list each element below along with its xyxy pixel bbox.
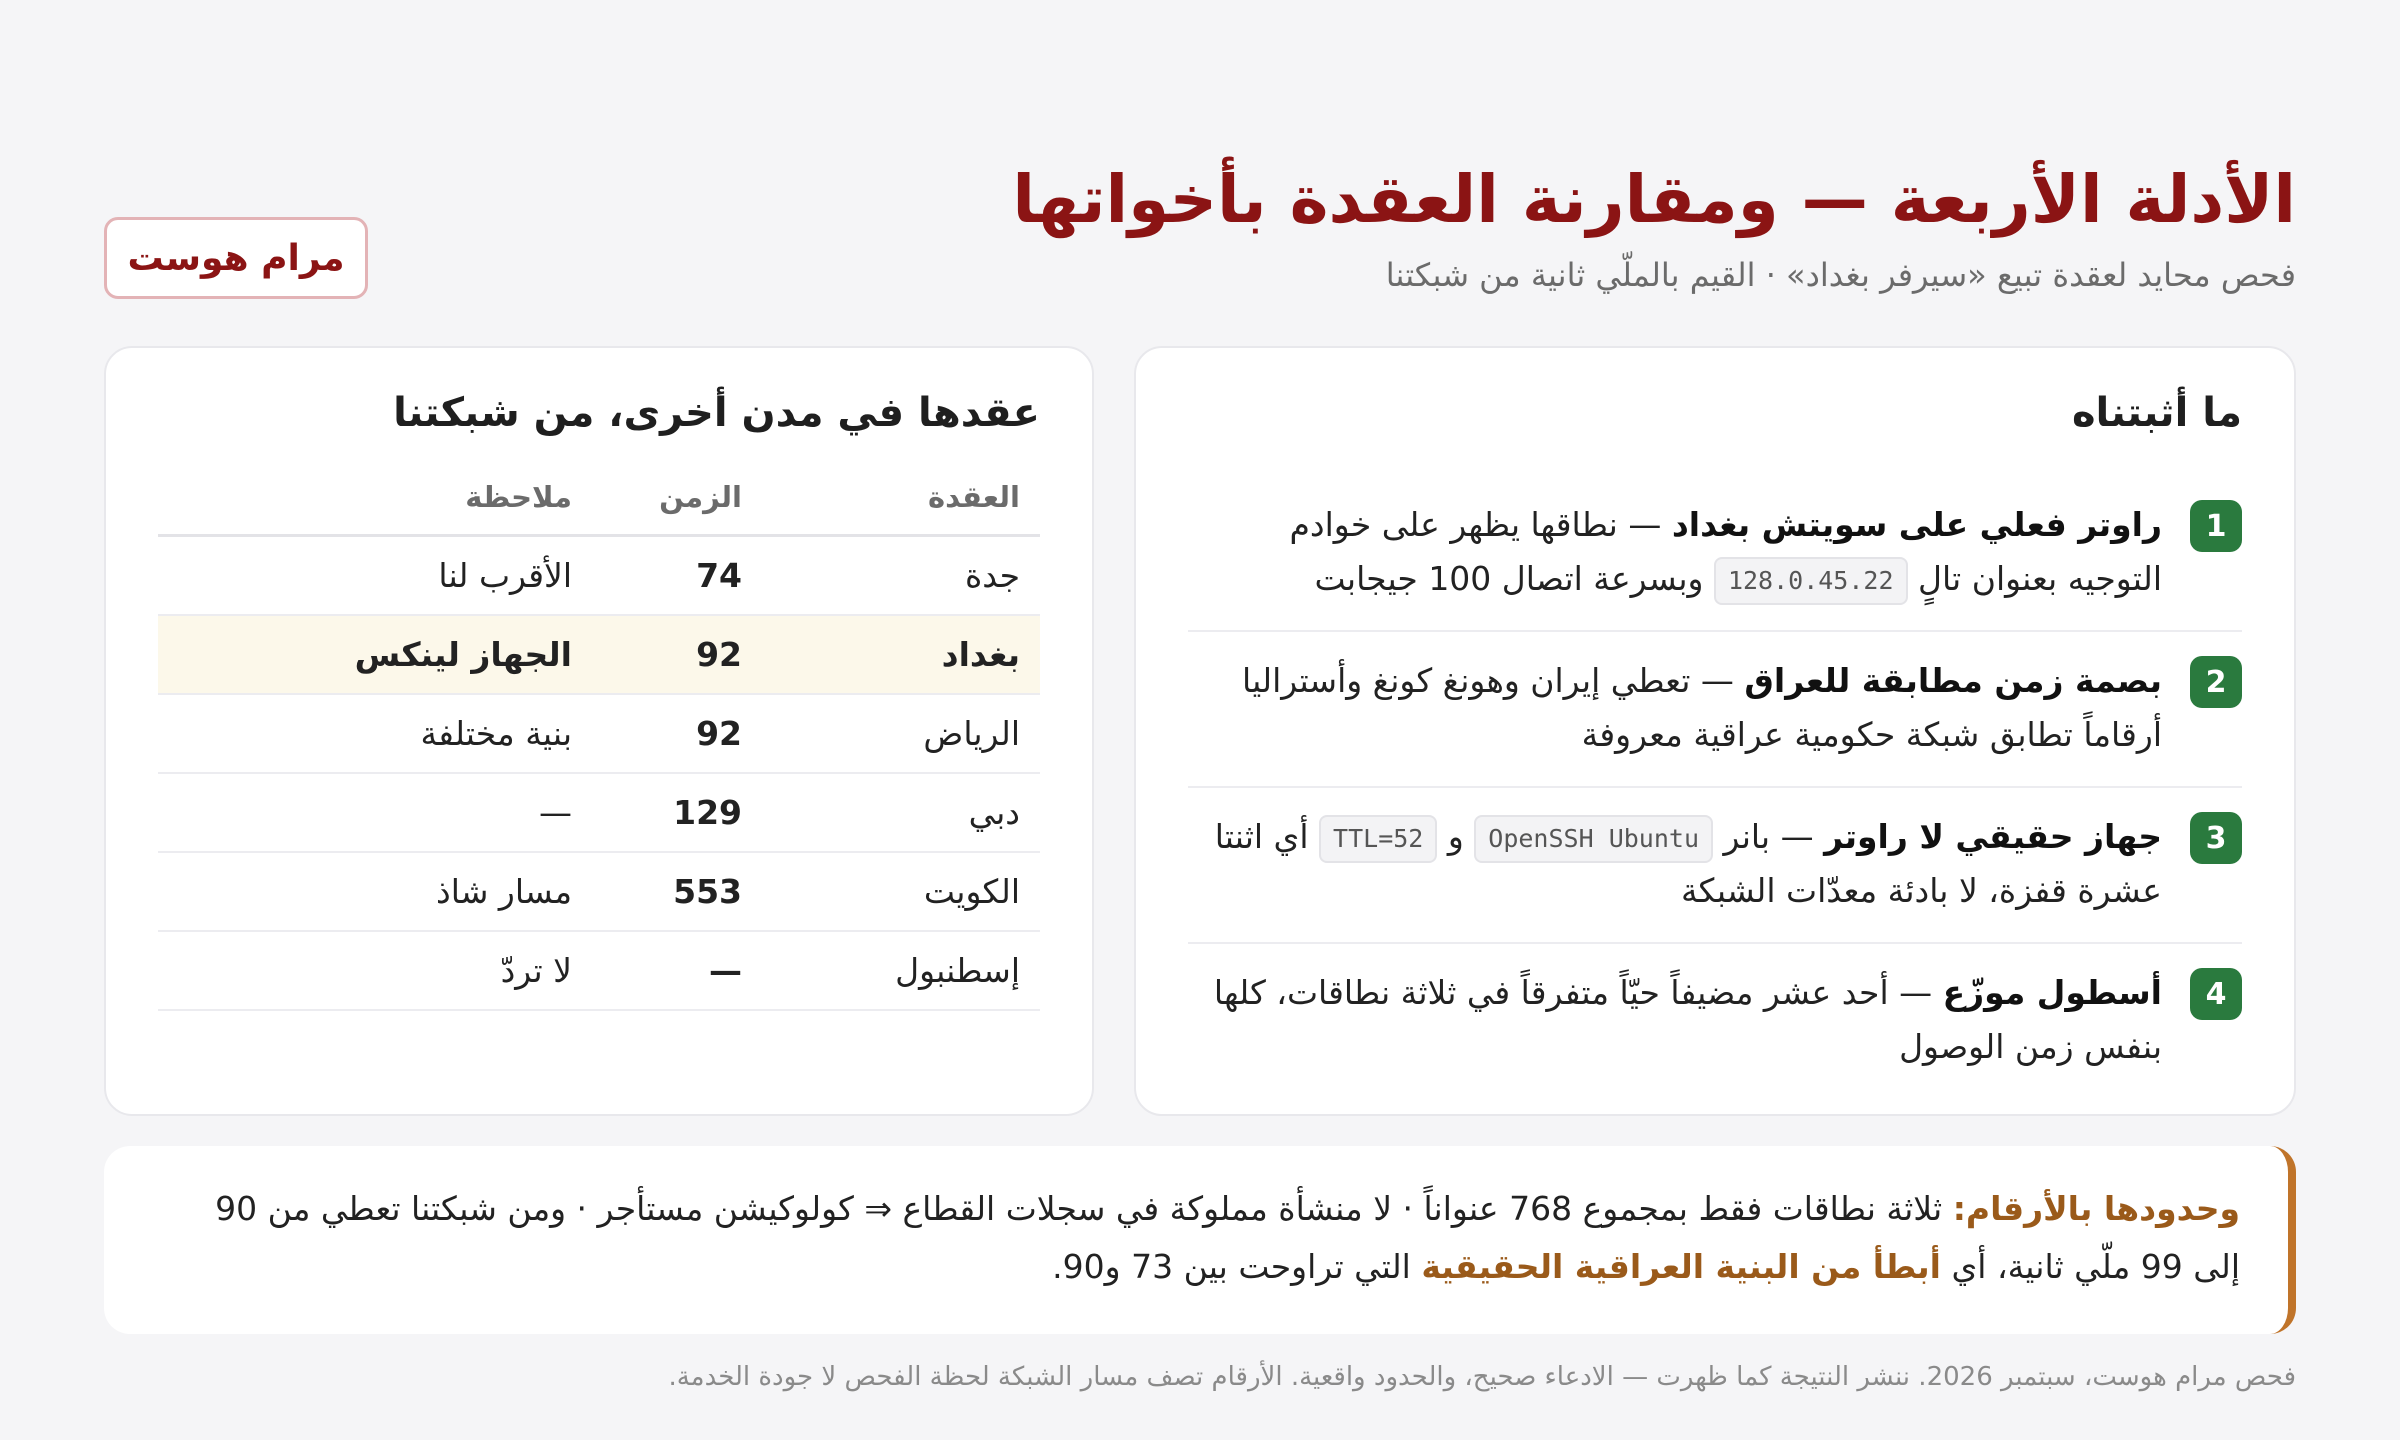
cell-node: جدة xyxy=(762,536,1040,616)
proof-item xyxy=(1188,788,2242,944)
table-row xyxy=(158,852,1040,931)
proof-text xyxy=(1188,966,2162,1074)
table-header-row xyxy=(158,480,1040,536)
proof-number-badge: 1 xyxy=(2190,500,2242,552)
proof-body: — بانر xyxy=(1713,817,1825,856)
proof-body: وبسرعة اتصال 100 جيجابت xyxy=(1314,559,1714,598)
proof-lead: بصمة زمن مطابقة للعراق xyxy=(1744,661,2162,700)
cards-row xyxy=(104,346,2296,1116)
ssh-banner-code: OpenSSH Ubuntu xyxy=(1474,815,1713,863)
summary-text: التي تراوحت بين 73 و90. xyxy=(1052,1247,1422,1286)
column-header-node: العقدة xyxy=(762,480,1040,536)
proof-text xyxy=(1188,498,2162,606)
cell-note: — xyxy=(158,773,592,852)
column-header-note: ملاحظة xyxy=(158,480,592,536)
proof-body: — نطاقها يظهر على خوادم التوجيه بعنوان تالٍ xyxy=(1289,505,2162,598)
proof-text xyxy=(1188,654,2162,762)
cell-latency: 74 xyxy=(592,536,762,616)
cell-latency: 129 xyxy=(592,773,762,852)
footnote: فحص مرام هوست، سبتمبر 2026. ننشر النتيجة كما ظهرت — الادعاء صحيح، والحدود واقعية. الأرقام تصف مسار الشبكة لحظة الفحص لا جودة الخدمة. xyxy=(668,1362,2296,1392)
proof-lead: أسطول موزّع xyxy=(1942,973,2162,1012)
proof-text xyxy=(1188,810,2162,918)
page xyxy=(104,150,2296,1392)
cell-latency: 92 xyxy=(592,694,762,773)
compare-card xyxy=(104,346,1094,1116)
proof-body: — أحد عشر مضيفاً حيّاً متفرقاً في ثلاثة نطاقات، كلها بنفس زمن الوصول xyxy=(1213,973,2162,1066)
table-row xyxy=(158,773,1040,852)
cell-latency: 92 xyxy=(592,615,762,694)
proof-number-badge: 3 xyxy=(2190,812,2242,864)
proof-body: — تعطي إيران وهونغ كونغ وأستراليا أرقاماً تطابق شبكة حكومية عراقية معروفة xyxy=(1242,661,2162,754)
page-title: الأدلة الأربعة — ومقارنة العقدة بأخواتها xyxy=(1012,161,2296,238)
compare-card-title: عقدها في مدن أخرى، من شبكتنا xyxy=(393,390,1040,436)
limits-summary xyxy=(104,1146,2296,1334)
proof-body: و xyxy=(1437,817,1475,856)
compare-table xyxy=(158,480,1040,1011)
proof-lead: جهاز حقيقي لا راوتر xyxy=(1824,817,2162,856)
cell-note: الأقرب لنا xyxy=(158,536,592,616)
table-row-highlighted xyxy=(158,615,1040,694)
cell-node: الرياض xyxy=(762,694,1040,773)
cell-node: بغداد xyxy=(762,615,1040,694)
proof-list xyxy=(1188,476,2242,1098)
proof-number-badge: 2 xyxy=(2190,656,2242,708)
cell-latency: — xyxy=(592,931,762,1010)
proof-number-badge: 4 xyxy=(2190,968,2242,1020)
cell-note: مسار شاذ xyxy=(158,852,592,931)
brand-button[interactable]: مرام هوست xyxy=(104,217,368,299)
cell-note: الجهاز لينكس xyxy=(158,615,592,694)
proof-lead: راوتر فعلي على سويتش بغداد xyxy=(1671,505,2162,544)
ttl-code: TTL=52 xyxy=(1319,815,1437,863)
table-row xyxy=(158,536,1040,616)
proof-item xyxy=(1188,944,2242,1098)
summary-label: وحدودها بالأرقام: xyxy=(1952,1189,2240,1228)
proof-item xyxy=(1188,632,2242,788)
page-header xyxy=(104,150,2296,310)
cell-note: لا تردّ xyxy=(158,931,592,1010)
page-subtitle: فحص محايد لعقدة تبيع «سيرفر بغداد» · القيم بالملّي ثانية من شبكتنا xyxy=(1385,256,2296,294)
cell-note: بنية مختلفة xyxy=(158,694,592,773)
summary-highlight: أبطأ من البنية العراقية الحقيقية xyxy=(1421,1247,1941,1286)
table-row xyxy=(158,694,1040,773)
column-header-latency: الزمن xyxy=(592,480,762,536)
cell-node: دبي xyxy=(762,773,1040,852)
cell-latency: 553 xyxy=(592,852,762,931)
summary-text: ثلاثة نطاقات فقط بمجموع 768 عنواناً · لا منشأة مملوكة في سجلات القطاع ⇒ كولوكيشن مستأجر · ومن شبكتنا تعطي من 90 إلى 99 ملّي ثانية، أي xyxy=(215,1189,2240,1286)
table-row xyxy=(158,931,1040,1010)
ip-address-code: 128.0.45.22 xyxy=(1714,557,1908,605)
proven-card xyxy=(1134,346,2296,1116)
proof-item xyxy=(1188,476,2242,632)
proven-card-title: ما أثبتناه xyxy=(2071,390,2242,436)
cell-node: الكويت xyxy=(762,852,1040,931)
cell-node: إسطنبول xyxy=(762,931,1040,1010)
proof-body: أي اثنتا عشرة قفزة، لا بادئة معدّات الشبكة xyxy=(1214,817,2162,910)
